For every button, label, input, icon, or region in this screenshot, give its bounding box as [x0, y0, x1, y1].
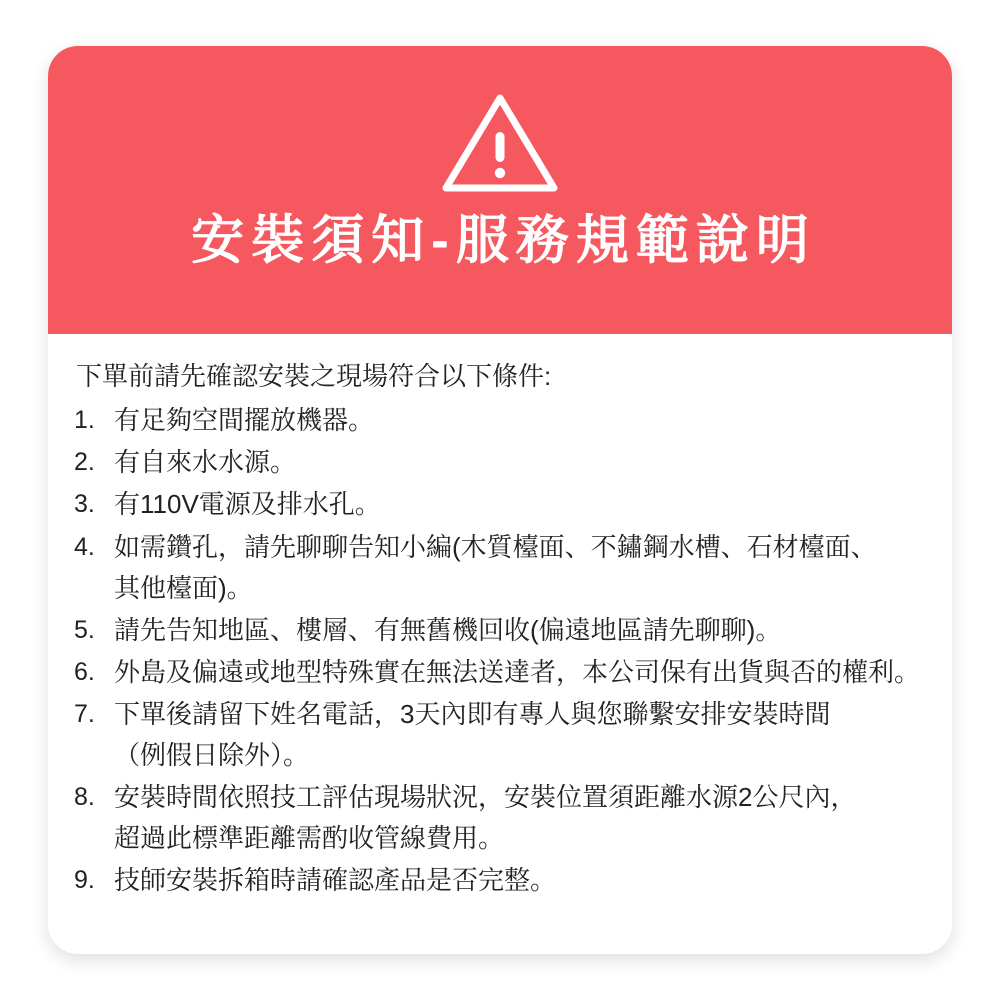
list-item-line: （例假日除外）。 — [114, 739, 310, 770]
list-item-number: 4. — [74, 532, 95, 561]
list-item-text — [114, 610, 926, 651]
list-item-text — [114, 400, 926, 441]
list-item — [74, 610, 926, 651]
list-item-text — [114, 527, 926, 609]
list-item-line: 其他檯面)。 — [114, 572, 253, 603]
list-item-line: 有自來水水源。 — [114, 447, 297, 478]
list-item-number: 7. — [74, 699, 95, 728]
list-item-number: 3. — [74, 490, 95, 519]
list-item-number: 2. — [74, 448, 95, 477]
list-item-line: 下單後請留下姓名電話，3天內即有專人與您聯繫安排安裝時間 — [114, 698, 831, 729]
list-item-number: 1. — [74, 406, 95, 435]
list-item-text — [114, 652, 926, 693]
notice-list — [74, 400, 926, 901]
list-item-number: 6. — [74, 657, 95, 686]
list-item-line: 安裝時間依照技工評估現場狀況，安裝位置須距離水源2公尺內， — [114, 782, 857, 812]
list-item-number: 8. — [74, 783, 95, 811]
list-item — [74, 860, 926, 901]
notice-card — [48, 46, 952, 954]
list-item-line: 技師安裝拆箱時請確認產品是否完整。 — [114, 865, 557, 896]
list-item-text — [114, 860, 926, 901]
list-item-number: 9. — [74, 866, 95, 895]
list-item-text — [114, 484, 926, 525]
list-item — [74, 777, 926, 859]
list-item-text — [114, 442, 926, 483]
list-item-line: 請先告知地區、樓層、有無舊機回收(偏遠地區請先聊聊)。 — [114, 614, 782, 645]
list-item-text — [114, 777, 926, 859]
list-item — [74, 527, 926, 609]
list-item-number: 5. — [74, 615, 95, 644]
list-item — [74, 652, 926, 693]
page-title: 安裝須知-服務規範說明 — [191, 211, 816, 270]
intro-text: 下單前請先確認安裝之現場符合以下條件: — [76, 361, 552, 391]
list-item-text — [114, 694, 926, 776]
card-header — [48, 46, 952, 334]
warning-triangle-icon — [439, 90, 561, 194]
list-item — [74, 484, 926, 525]
card-body — [48, 334, 952, 912]
list-item-line: 超過此標準距離需酌收管線費用。 — [114, 823, 505, 854]
list-item — [74, 442, 926, 483]
list-item — [74, 400, 926, 441]
list-item-line: 有110V電源及排水孔。 — [114, 489, 381, 520]
list-item — [74, 694, 926, 776]
list-item-line: 有足夠空間擺放機器。 — [114, 405, 375, 436]
list-item-line: 外島及偏遠或地型特殊實在無法送達者，本公司保有出貨與否的權利。 — [114, 656, 921, 687]
list-item-line: 如需鑽孔，請先聊聊告知小編(木質檯面、不鏽鋼水槽、石材檯面、 — [114, 531, 877, 562]
